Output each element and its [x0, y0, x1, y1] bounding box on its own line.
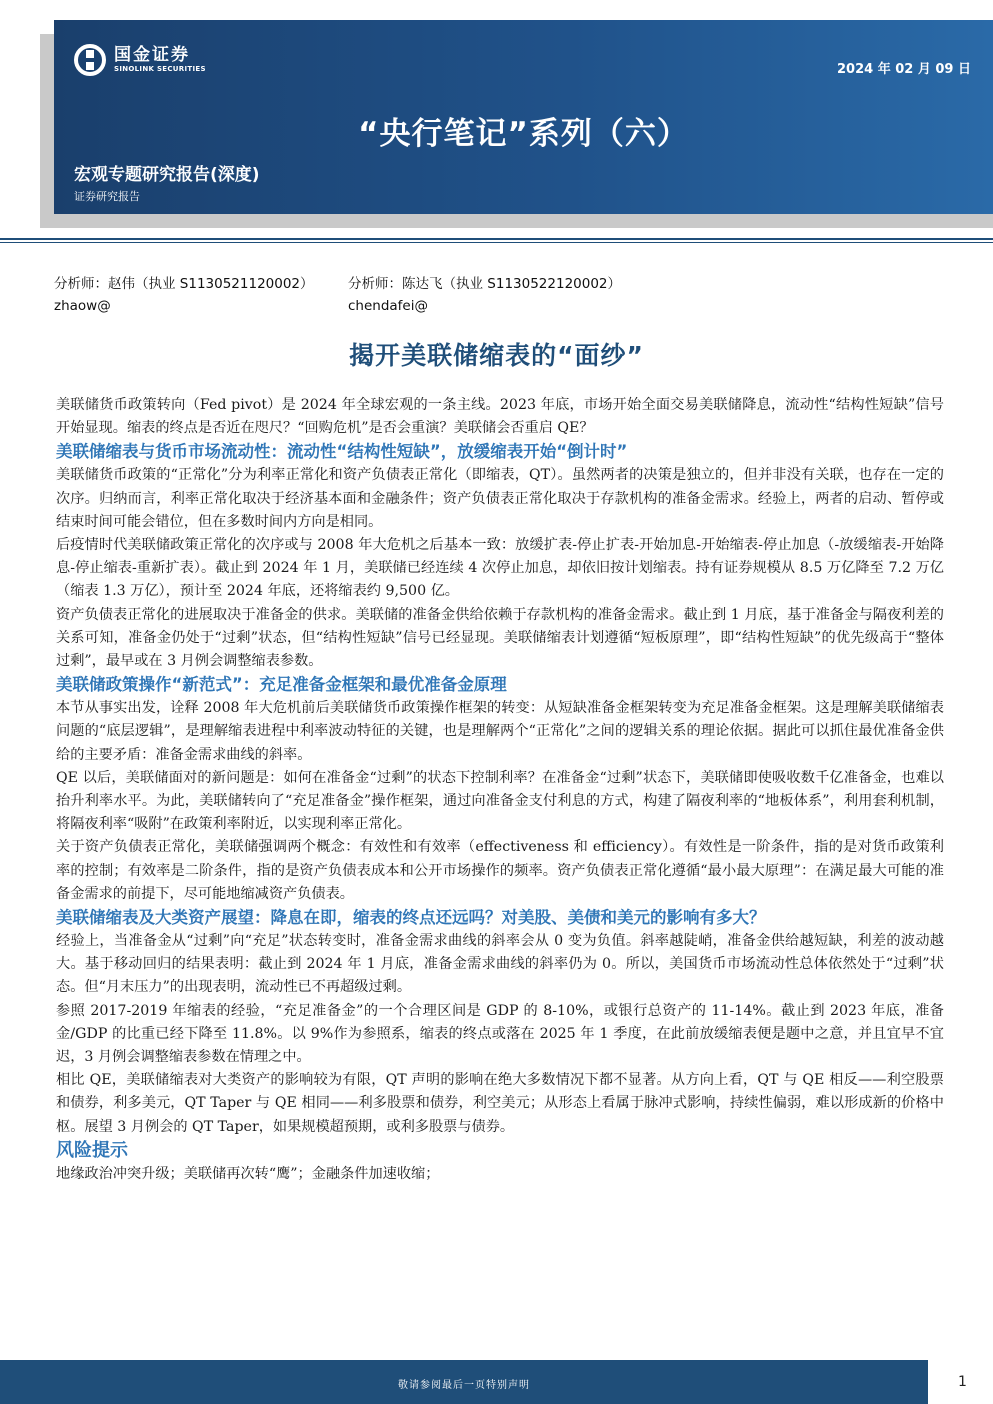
paragraph: QE 以后，美联储面对的新问题是：如何在准备金“过剩”的状态下控制利率？在准备金“过剩”状态下，美联储即使吸收数千亿准备金，也难以抬升利率水平。为此，美联储转向了“充足准备金”操作框架，通过向准备金支付利息的方式，构建了隔夜利率的“地板体系”，利用套利机制，将隔夜利率“吸附”在政策利率附近，以实现利率正常化。 [56, 769, 944, 833]
paragraph: 后疫情时代美联储政策正常化的次序或与 2008 年大危机之后基本一致：放缓扩表-停止扩表-开始加息-开始缩表-停止加息（-放缓缩表-开始降息-停止缩表-重新扩表）。截止到 2024 年 1 月，美联储已经连续 4 次停止加息，却依旧按计划缩表。持有证券规模从 8.5 万亿降至 7.2 万亿（缩表 1.3 万亿），预计至 2024 年底，还将缩表约 9,500 亿。 [56, 537, 944, 600]
paragraph: 参照 2017-2019 年缩表的经验，“充足准备金”的一个合理区间是 GDP 的 8-10%，或银行总资产的 11-14%。截止到 2023 年底，准备金/GDP 的比重已经下降至 11.8%。以 9%作为参照系，缩表的终点或落在 2025 年 1 季度，在此前放缓缩表便是题中之意，并且宜早不宜迟，3 月例会调整缩表参数在情理之中。 [56, 1002, 944, 1066]
paragraph: 关于资产负债表正常化，美联储强调两个概念：有效性和有效率（effectiveness 和 efficiency）。有效性是一阶条件，指的是对货币政策利率的控制；有效率是二阶条件，指的是资产负债表成本和公开市场操作的频率。资产负债表正常化遵循“最小最大原理”：在满足最大可能的准备金需求的前提下，尽可能地缩减资产负债表。 [56, 839, 944, 902]
paragraph: 经验上，当准备金从“过剩”向“充足”状态转变时，准备金需求曲线的斜率会从 0 变为负值。斜率越陡峭，准备金供给越短缺，利差的波动越大。基于移动回归的结果表明：截止到 2024 年 1 月底，准备金需求曲线的斜率仍为 0。所以，美国货币市场流动性总体依然处于“过剩”状态。但“月末压力”的出现表明，流动性已不再超级过剩。 [56, 933, 944, 996]
section-heading-framework: 美联储政策操作“新范式”：充足准备金框架和最优准备金原理 [56, 675, 507, 695]
page-footer [0, 1360, 928, 1404]
paragraph: 资产负债表正常化的进展取决于准备金的供求。美联储的准备金供给依赖于存款机构的准备金需求。截止到 1 月底，基于准备金与隔夜利差的关系可知，准备金仍处于“过剩”状态，但“结构性短缺”信号已经显现。美联储缩表计划遵循“短板原理”，即“结构性短缺”的优先级高于“整体过剩”，最早或在 3 月例会调整缩表参数。 [56, 606, 944, 670]
company-logo [74, 44, 206, 76]
report-date: 2024 年 02 月 09 日 [837, 62, 971, 77]
analyst-2-email[interactable]: chendafei@ [348, 298, 428, 314]
risk-paragraph: 地缘政治冲突升级；美联储再次转“鹰”；金融条件加速收缩； [56, 1165, 440, 1182]
analyst-1-name: 分析师：赵伟（执业 S1130521120002） [54, 276, 314, 292]
analyst-2 [348, 273, 621, 317]
series-title: “央行笔记”系列（六） [358, 116, 689, 152]
analyst-1 [54, 273, 314, 317]
logo-name-cn: 国金证券 [114, 45, 190, 65]
section-heading-liquidity: 美联储缩表与货币市场流动性：流动性“结构性短缺”，放缓缩表开始“倒计时” [56, 442, 628, 462]
paragraph: 美联储货币政策的“正常化”分为利率正常化和资产负债表正常化（即缩表，QT）。虽然两者的决策是独立的，但并非没有关联，也存在一定的次序。归纳而言，利率正常化取决于经济基本面和金融条件；资产负债表正常化取决于存款机构的准备金需求。经验上，两者的启动、暂停或结束时间可能会错位，但在多数时间内方向是相同。 [56, 467, 944, 530]
report-subtype: 证券研究报告 [74, 190, 140, 203]
section-heading-risk: 风险提示 [56, 1139, 128, 1161]
header-divider [0, 238, 993, 240]
disclaimer-note: 敬请参阅最后一页特别声明 [398, 1380, 530, 1391]
report-type: 宏观专题研究报告(深度) [74, 165, 260, 185]
report-body [56, 394, 944, 1186]
header-divider-thin [0, 242, 993, 243]
analyst-2-name: 分析师：陈达飞（执业 S1130522120002） [348, 276, 622, 292]
section-heading-outlook: 美联储缩表及大类资产展望：降息在即，缩表的终点还远吗？对美股、美债和美元的影响有多大？ [56, 908, 766, 928]
page-number: 1 [958, 1374, 967, 1390]
report-headline: 揭开美联储缩表的“面纱” [349, 341, 644, 370]
report-banner [54, 20, 993, 214]
paragraph: 相比 QE，美联储缩表对大类资产的影响较为有限，QT 声明的影响在绝大多数情况下都不显著。从方向上看，QT 与 QE 相反——利空股票和债券，利多美元，QT Taper 与 QE 相同——利多股票和债券，利空美元；从形态上看属于脉冲式影响，持续性偏弱，难以形成新的价格中枢。展望 3 月例会的 QT Taper，如果规模超预期，或利多股票与债券。 [56, 1072, 944, 1135]
paragraph: 本节从事实出发，诠释 2008 年大危机前后美联储货币政策操作框架的转变：从短缺准备金框架转变为充足准备金框架。这是理解美联储缩表问题的“底层逻辑”，是理解缩表进程中利率波动特征的关键，也是理解两个“正常化”之间的逻辑关系的理论依据。据此可以抓住最优准备金供给的主要矛盾：准备金需求曲线的斜率。 [56, 700, 944, 763]
intro-paragraph: 美联储货币政策转向（Fed pivot）是 2024 年全球宏观的一条主线。2023 年底，市场开始全面交易美联储降息，流动性“结构性短缺”信号开始显现。缩表的终点是否近在咫尺？“回购危机”是否会重演？美联储会否重启 QE？ [56, 397, 944, 437]
analyst-1-email[interactable]: zhaow@ [54, 298, 111, 314]
logo-mark-icon [74, 44, 106, 76]
logo-name-en: SINOLINK SECURITIES [114, 65, 206, 73]
